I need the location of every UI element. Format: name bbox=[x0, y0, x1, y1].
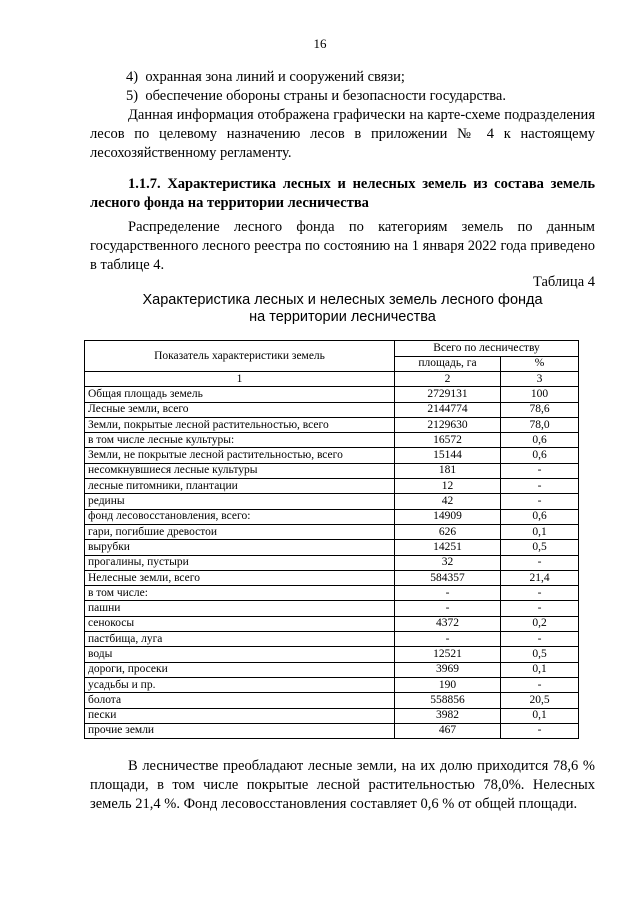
row-area-cell: 15144 bbox=[395, 448, 501, 463]
row-area-cell: - bbox=[395, 632, 501, 647]
header-area: площадь, га bbox=[395, 356, 501, 372]
row-name-cell: Общая площадь земель bbox=[85, 387, 395, 402]
row-pct-cell: - bbox=[501, 723, 579, 738]
row-name-cell: фонд лесовосстановления, всего: bbox=[85, 509, 395, 524]
row-pct-cell: - bbox=[501, 632, 579, 647]
row-name-cell: несомкнувшиеся лесные культуры bbox=[85, 463, 395, 478]
list-item: 4) охранная зона линий и сооружений связи; bbox=[126, 69, 405, 85]
table-row bbox=[85, 479, 579, 494]
section-heading: 1.1.7. Характеристика лесных и нелесных земель из состава земель лесного фонда на территории лесничества bbox=[90, 176, 595, 211]
row-area-cell: 181 bbox=[395, 463, 501, 478]
table-row bbox=[85, 402, 579, 417]
table-title-line: Характеристика лесных и нелесных земель лесного фонда bbox=[142, 292, 543, 308]
row-pct-cell: 0,1 bbox=[501, 708, 579, 723]
row-name-cell: дороги, просеки bbox=[85, 662, 395, 677]
row-area-cell: 190 bbox=[395, 677, 501, 692]
row-name-cell: болота bbox=[85, 693, 395, 708]
row-area-cell: 42 bbox=[395, 494, 501, 509]
header-total: Всего по лесничеству bbox=[395, 341, 579, 357]
index-cell: 2 bbox=[395, 372, 501, 387]
row-pct-cell: - bbox=[501, 677, 579, 692]
table-title-line: на территории лесничества bbox=[249, 309, 436, 325]
row-name-cell: Нелесные земли, всего bbox=[85, 570, 395, 585]
table-row bbox=[85, 586, 579, 601]
table-row bbox=[85, 387, 579, 402]
row-name-cell: Земли, не покрытые лесной растительностью, всего bbox=[85, 448, 395, 463]
row-pct-cell: - bbox=[501, 586, 579, 601]
row-area-cell: 3982 bbox=[395, 708, 501, 723]
row-pct-cell: 20,5 bbox=[501, 693, 579, 708]
index-cell: 3 bbox=[501, 372, 579, 387]
row-area-cell: 12521 bbox=[395, 647, 501, 662]
row-name-cell: редины bbox=[85, 494, 395, 509]
row-name-cell: пастбища, луга bbox=[85, 632, 395, 647]
row-area-cell: 12 bbox=[395, 479, 501, 494]
row-pct-cell: 0,1 bbox=[501, 524, 579, 539]
row-area-cell: 14909 bbox=[395, 509, 501, 524]
index-cell: 1 bbox=[85, 372, 395, 387]
row-pct-cell: - bbox=[501, 463, 579, 478]
page-number: 16 bbox=[313, 36, 327, 51]
land-characteristics-table bbox=[84, 340, 579, 739]
table-title bbox=[90, 292, 595, 326]
paragraph-distribution: Распределение лесного фонда по категориям земель по данным государственного лесного реестра по состоянию на 1 января 2022 года приведено в таблице 4. bbox=[90, 219, 595, 273]
row-pct-cell: 0,6 bbox=[501, 448, 579, 463]
row-name-cell: прочие земли bbox=[85, 723, 395, 738]
row-name-cell: гари, погибшие древостои bbox=[85, 524, 395, 539]
row-pct-cell: 78,6 bbox=[501, 402, 579, 417]
row-pct-cell: - bbox=[501, 555, 579, 570]
paragraph-intro: Данная информация отображена графически на карте-схеме подразделения лесов по целевому назначению лесов в приложении № 4 к настоящему лесохозяйственному регламенту. bbox=[90, 107, 595, 161]
header-indicator: Показатель характеристики земель bbox=[85, 341, 395, 372]
row-area-cell: 14251 bbox=[395, 540, 501, 555]
row-pct-cell: 21,4 bbox=[501, 570, 579, 585]
row-name-cell: пески bbox=[85, 708, 395, 723]
row-name-cell: в том числе: bbox=[85, 586, 395, 601]
row-pct-cell: 78,0 bbox=[501, 417, 579, 432]
row-name-cell: пашни bbox=[85, 601, 395, 616]
row-area-cell: 32 bbox=[395, 555, 501, 570]
row-name-cell: Лесные земли, всего bbox=[85, 402, 395, 417]
table-row bbox=[85, 601, 579, 616]
row-pct-cell: - bbox=[501, 479, 579, 494]
table-row bbox=[85, 509, 579, 524]
list-item: 5) обеспечение обороны страны и безопасности государства. bbox=[126, 88, 506, 104]
header-pct: % bbox=[501, 356, 579, 372]
table-label: Таблица 4 bbox=[532, 274, 595, 290]
row-area-cell: - bbox=[395, 586, 501, 601]
row-name-cell: Земли, покрытые лесной растительностью, всего bbox=[85, 417, 395, 432]
row-name-cell: вырубки bbox=[85, 540, 395, 555]
row-area-cell: 467 bbox=[395, 723, 501, 738]
row-area-cell: 626 bbox=[395, 524, 501, 539]
row-area-cell: 584357 bbox=[395, 570, 501, 585]
row-area-cell: 16572 bbox=[395, 433, 501, 448]
table-row bbox=[85, 417, 579, 432]
table-row bbox=[85, 448, 579, 463]
table-row bbox=[85, 524, 579, 539]
table-row bbox=[85, 677, 579, 692]
row-name-cell: в том числе лесные культуры: bbox=[85, 433, 395, 448]
table-row bbox=[85, 463, 579, 478]
row-area-cell: - bbox=[395, 601, 501, 616]
row-pct-cell: 0,5 bbox=[501, 540, 579, 555]
table-row bbox=[85, 708, 579, 723]
table-row bbox=[85, 433, 579, 448]
row-area-cell: 2729131 bbox=[395, 387, 501, 402]
row-pct-cell: 100 bbox=[501, 387, 579, 402]
table-row bbox=[85, 632, 579, 647]
row-area-cell: 558856 bbox=[395, 693, 501, 708]
row-area-cell: 2144774 bbox=[395, 402, 501, 417]
table-row bbox=[85, 647, 579, 662]
row-pct-cell: 0,6 bbox=[501, 509, 579, 524]
row-area-cell: 2129630 bbox=[395, 417, 501, 432]
row-area-cell: 3969 bbox=[395, 662, 501, 677]
row-pct-cell: 0,5 bbox=[501, 647, 579, 662]
row-pct-cell: 0,1 bbox=[501, 662, 579, 677]
row-name-cell: лесные питомники, плантации bbox=[85, 479, 395, 494]
row-name-cell: усадьбы и пр. bbox=[85, 677, 395, 692]
table-row bbox=[85, 723, 579, 738]
index-row bbox=[85, 372, 579, 387]
table-row bbox=[85, 616, 579, 631]
table-row bbox=[85, 555, 579, 570]
row-area-cell: 4372 bbox=[395, 616, 501, 631]
table-row bbox=[85, 662, 579, 677]
table-row bbox=[85, 540, 579, 555]
table-row bbox=[85, 570, 579, 585]
row-pct-cell: - bbox=[501, 601, 579, 616]
row-pct-cell: 0,6 bbox=[501, 433, 579, 448]
row-pct-cell: 0,2 bbox=[501, 616, 579, 631]
paragraph-conclusion: В лесничестве преобладают лесные земли, на их долю приходится 78,6 % площади, в том числе покрытые лесной растительностью 78,0%. Нелесных земель 21,4 %. Фонд лесовосстановления составляет 0,6 % от общей площади. bbox=[90, 758, 595, 812]
row-name-cell: прогалины, пустыри bbox=[85, 555, 395, 570]
table-row bbox=[85, 494, 579, 509]
row-name-cell: воды bbox=[85, 647, 395, 662]
protection-list bbox=[90, 68, 595, 106]
row-name-cell: сенокосы bbox=[85, 616, 395, 631]
row-pct-cell: - bbox=[501, 494, 579, 509]
table-row bbox=[85, 693, 579, 708]
